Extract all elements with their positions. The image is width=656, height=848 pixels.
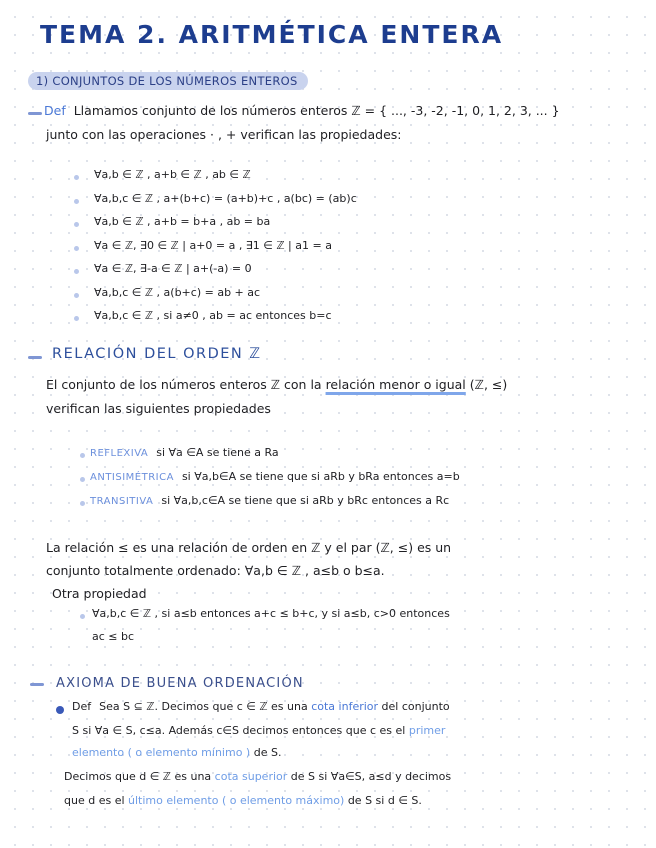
axiom-line-1 <box>72 700 450 713</box>
ultimo-elemento-term: último elemento ( o elemento máximo) <box>128 794 345 807</box>
section-2-heading: RELACIÓN DEL ORDEN ℤ <box>52 346 262 362</box>
order-property-row <box>90 494 449 507</box>
section-3-heading: AXIOMA DE BUENA ORDENACIÓN <box>56 676 304 691</box>
axiom-text: de S. <box>253 746 282 759</box>
bullet <box>80 501 85 506</box>
dash-marker <box>28 356 42 359</box>
order-property-row <box>90 470 460 483</box>
bullet <box>74 293 79 298</box>
cota-superior-term: cota superior <box>214 770 288 783</box>
bullet <box>56 706 64 714</box>
elemento-minimo-term: elemento ( o elemento mínimo ) <box>72 746 251 759</box>
property-item: ∀a,b,c ∈ ℤ , si a≠0 , ab = ac entonces b=c <box>94 309 332 322</box>
axiom-text: del conjunto <box>381 700 450 713</box>
intro-text: El conjunto de los números enteros ℤ con la <box>46 377 322 392</box>
property-item: ∀a,b ∈ ℤ , a+b = b+a , ab = ba <box>94 215 271 228</box>
dash-marker <box>30 683 44 686</box>
order-property-text: si ∀a,b,c∈A se tiene que si aRb y bRc entonces a Rc <box>161 494 450 507</box>
bullet <box>80 614 85 619</box>
def-label: Def <box>72 700 92 713</box>
section-1-pill: 1) CONJUNTOS DE LOS NÚMEROS ENTEROS <box>28 72 308 90</box>
def-text: Llamamos conjunto de los números enteros ℤ = { ..., -3, -2, -1, 0, 1, 2, 3, ... } <box>73 103 560 118</box>
bullet <box>80 453 85 458</box>
dash-marker <box>28 112 42 115</box>
property-item: ∀a,b,c ∈ ℤ , a+(b+c) = (a+b)+c , a(bc) = (ab)c <box>94 191 357 205</box>
bullet <box>74 175 79 180</box>
order-property-tag: ANTISIMÉTRICA <box>90 472 174 483</box>
bullet <box>74 316 79 321</box>
primer-elemento-term: primer <box>408 724 446 737</box>
property-item: ∀a ∈ ℤ, ∃-a ∈ ℤ | a+(-a) = 0 <box>94 262 252 275</box>
page-title: TEMA 2. ARITMÉTICA ENTERA <box>40 20 504 49</box>
axiom-line-3 <box>72 746 281 759</box>
definition-line-2: junto con las operaciones · , + verifican las propiedades: <box>46 127 402 142</box>
property-item: ∀a ∈ ℤ, ∃0 ∈ ℤ | a+0 = a , ∃1 ∈ ℤ | a1 = a <box>94 238 332 252</box>
order-intro-line-2: verifican las siguientes propiedades <box>46 401 271 416</box>
axiom-line-2 <box>72 724 445 737</box>
total-order-line-1: La relación ≤ es una relación de orden en ℤ y el par (ℤ, ≤) es un <box>46 540 452 555</box>
order-property-text: si ∀a ∈A se tiene a Ra <box>156 446 279 459</box>
axiom-text: que d es el <box>64 794 125 807</box>
bullet <box>74 246 79 251</box>
bullet <box>80 477 85 482</box>
axiom-text: de S si ∀a∈S, a≤d y decimos <box>290 770 452 783</box>
property-item: ∀a,b,c ∈ ℤ , a(b+c) = ab + ac <box>94 285 261 299</box>
other-property-line-2: ac ≤ bc <box>92 630 135 643</box>
bullet <box>74 199 79 204</box>
other-property-label: Otra propiedad <box>52 586 147 601</box>
axiom-line-5 <box>64 794 422 807</box>
axiom-text: S si ∀a ∈ S, c≤a. Además c∈S decimos entonces que c es el <box>72 724 406 737</box>
relation-highlight: relación menor o igual <box>325 377 466 392</box>
order-intro-line-1 <box>46 377 507 392</box>
pair-notation: (ℤ, ≤) <box>469 377 508 392</box>
axiom-text: Decimos que d ∈ ℤ es una <box>64 770 212 783</box>
order-property-tag: TRANSITIVA <box>90 496 154 507</box>
cota-inferior-term: cota inferior <box>311 700 379 713</box>
definition-line-1 <box>44 103 560 118</box>
total-order-line-2: conjunto totalmente ordenado: ∀a,b ∈ ℤ , a≤b o b≤a. <box>46 563 385 578</box>
order-property-tag: REFLEXIVA <box>90 448 149 459</box>
def-label: Def <box>44 103 66 118</box>
axiom-text: de S si d ∈ S. <box>347 794 422 807</box>
other-property-line-1: ∀a,b,c ∈ ℤ , si a≤b entonces a+c ≤ b+c, y si a≤b, c>0 entonces <box>92 607 450 620</box>
property-item: ∀a,b ∈ ℤ , a+b ∈ ℤ , ab ∈ ℤ <box>94 168 251 181</box>
bullet <box>74 269 79 274</box>
order-property-text: si ∀a,b∈A se tiene que si aRb y bRa entonces a=b <box>181 470 460 483</box>
axiom-line-4 <box>64 770 451 783</box>
bullet <box>74 222 79 227</box>
order-property-row <box>90 446 279 459</box>
axiom-text: Sea S ⊆ ℤ. Decimos que c ∈ ℤ es una <box>99 700 308 713</box>
